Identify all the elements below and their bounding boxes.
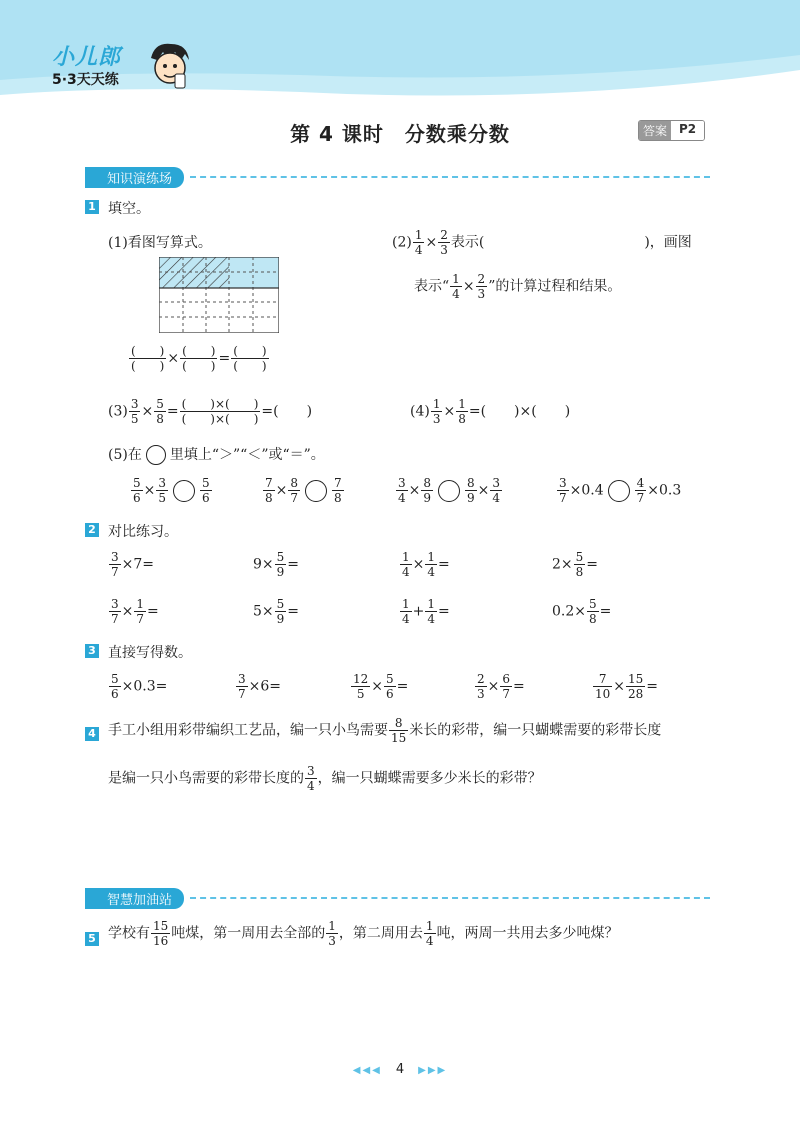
answer-label: 答案 [639,121,671,140]
brand-logo [52,40,121,89]
page-footer [0,1062,800,1077]
exercise-item: 0.2× $\frac{5}{8}$ = [552,597,612,626]
exercise-item: $\frac{1}{4}$ × $\frac{1}{4}$ = [402,550,450,579]
exercise-item: $\frac{3}{7}$ × $\frac{1}{7}$ = [111,597,159,626]
question-number: 2 [85,523,99,537]
exercise-item: 5× $\frac{5}{9}$ = [253,597,300,626]
question-prompt: 对比练习。 [108,524,178,540]
compare-item: $\frac{3}{7}$ ×0.4 $\frac{4}{7}$ ×0.3 [559,476,682,505]
q1-part2-line2: 表示“ $\frac{1}{4}$ × $\frac{2}{3}$ ”的计算过程和结果。 [414,272,622,301]
page-title: 第 4 课时 分数乘分数 [290,122,510,146]
compare-circle[interactable] [173,480,195,502]
circle-blank-icon [146,445,166,465]
brand-subtitle: 5·3天天练 [52,72,119,88]
brand-name: 小儿郎 [52,45,122,70]
exercise-item: $\frac{1}{4}$ + $\frac{1}{4}$ = [402,597,450,626]
section-challenge [85,888,710,908]
exercise-item: $\frac{2}{3}$ × $\frac{6}{7}$ = [477,672,525,701]
exercise-item: $\frac{3}{7}$ ×7= [111,550,155,579]
q4-line1: 手工小组用彩带编织工艺品，编一只小鸟需要 $\frac{8}{15}$ 米长的彩带，编一只蝴蝶需要的彩带长度 [108,716,662,745]
q1-part1-answer-row: $\frac{( )}{( )}$ × $\frac{( )}{( )}$ = $\frac{( )}{( )}$ [131,344,267,373]
section-challenge-label: 智慧加油站 [85,888,184,909]
q1-part4: (4) $\frac{1}{3}$ × $\frac{1}{8}$ =( )×( ) [410,397,571,426]
question-number: 5 [85,932,99,946]
compare-item: $\frac{7}{8}$ × $\frac{8}{7}$ $\frac{7}{8}$ [265,476,342,505]
compare-circle[interactable] [438,480,460,502]
question-prompt: 直接写得数。 [108,645,192,661]
answer-badge[interactable] [638,120,705,141]
q1-part1-label: (1)看图写算式。 [108,235,212,251]
fraction-grid-figure [159,257,279,333]
section-divider [190,897,710,899]
page-number: 4 [395,1062,405,1077]
exercise-item: 2× $\frac{5}{8}$ = [552,550,599,579]
section-knowledge-label: 知识演练场 [85,167,184,188]
exercise-item: 9× $\frac{5}{9}$ = [253,550,300,579]
compare-item: $\frac{3}{4}$ × $\frac{8}{9}$ $\frac{8}{9}$ × $\frac{3}{4}$ [398,476,501,505]
q1-part2: (2) $\frac{1}{4}$ × $\frac{2}{3}$ 表示( )，画图 [392,228,692,257]
section-knowledge [85,167,710,187]
q4-line2: 是编一只小鸟需要的彩带长度的 $\frac{3}{4}$ ，编一只蝴蝶需要多少米长的彩带？ [108,764,542,793]
question-number: 1 [85,200,99,214]
compare-item: $\frac{5}{6}$ × $\frac{3}{5}$ $\frac{5}{6}$ [133,476,210,505]
exercise-item: $\frac{7}{10}$ × $\frac{15}{28}$ = [595,672,659,701]
q1-part5-label: (5)在 里填上“＞”“＜”或“＝”。 [108,447,325,463]
left-arrows-icon: ◀◀◀ [352,1065,382,1076]
compare-circle[interactable] [305,480,327,502]
question-number: 4 [85,727,99,741]
q1-part3: (3) $\frac{3}{5}$ × $\frac{5}{8}$ = $\frac{( )\times( )}{( )\times( )}$ =( ) [108,397,313,426]
compare-circle[interactable] [608,480,630,502]
answer-page: P2 [671,121,704,140]
exercise-item: $\frac{12}{5}$ × $\frac{5}{6}$ = [353,672,409,701]
question-number: 3 [85,644,99,658]
exercise-item: $\frac{5}{6}$ ×0.3= [111,672,168,701]
question-prompt: 填空。 [108,201,150,217]
right-arrows-icon: ▶▶▶ [418,1065,448,1076]
section-divider [190,176,710,178]
exercise-item: $\frac{3}{7}$ ×6= [238,672,282,701]
mascot-icon [145,40,193,92]
q5-text: 学校有 $\frac{15}{16}$ 吨煤，第一周用去全部的 $\frac{1}{3}$ ，第二周用去 $\frac{1}{4}$ 吨，两周一共用去多少吨煤？ [108,919,619,948]
